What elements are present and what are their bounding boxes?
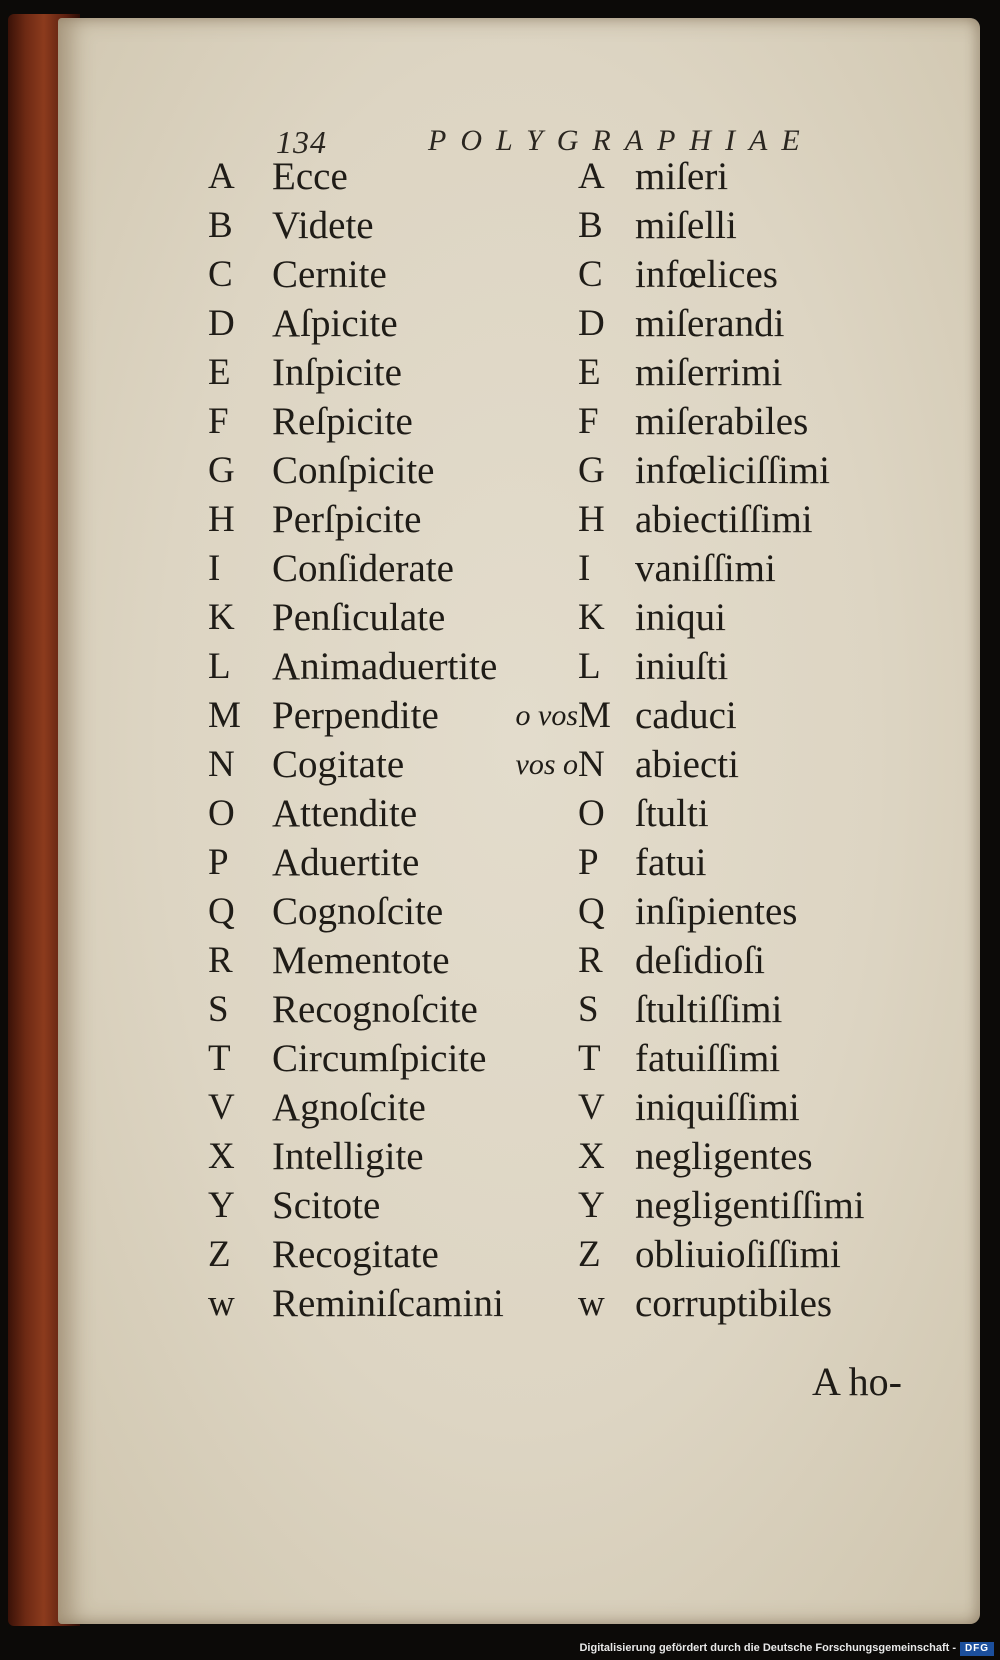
left-row [208, 250, 588, 299]
left-word: Inſpicite [272, 351, 402, 394]
left-row [208, 642, 588, 691]
left-letter: A [208, 156, 235, 197]
right-row [578, 691, 938, 740]
right-row [578, 1132, 938, 1181]
left-letter: S [208, 989, 229, 1030]
left-word: Cognoſcite [272, 890, 444, 933]
right-letter: N [578, 744, 605, 785]
left-row [208, 1034, 588, 1083]
left-row [208, 691, 588, 740]
right-letter: K [578, 597, 605, 638]
left-row [208, 446, 588, 495]
left-letter: K [208, 597, 235, 638]
right-word: infœliciſſimi [635, 449, 830, 492]
left-word: Animaduertite [272, 645, 498, 688]
right-letter: A [578, 156, 605, 197]
left-row [208, 544, 588, 593]
right-letter: B [578, 205, 603, 246]
left-letter: C [208, 254, 233, 295]
left-letter: M [208, 695, 241, 736]
right-column [578, 152, 938, 1328]
right-word: deſidioſi [635, 939, 765, 982]
left-row [208, 1083, 588, 1132]
page-number: 134 [276, 124, 327, 160]
left-word: Perpendite [272, 694, 439, 737]
left-row [208, 789, 588, 838]
left-annotation: o vos [515, 699, 578, 732]
right-row [578, 985, 938, 1034]
left-row [208, 838, 588, 887]
right-word: iniuſti [635, 645, 729, 688]
right-row [578, 838, 938, 887]
right-row [578, 740, 938, 789]
right-letter: F [578, 401, 599, 442]
footer-credit: Digitalisierung gefördert durch die Deutsche Forschungsgemeinschaft - [579, 1642, 956, 1654]
left-word: Cernite [272, 253, 387, 296]
left-letter: I [208, 548, 221, 589]
left-word: Ecce [272, 155, 348, 198]
left-word: Reminiſcamini [272, 1282, 504, 1325]
left-letter: V [208, 1087, 235, 1128]
right-word: miſerrimi [635, 351, 783, 394]
right-letter: E [578, 352, 601, 393]
right-word: vaniſſimi [635, 547, 776, 590]
footer-bar [0, 1640, 1000, 1660]
left-word: Reſpicite [272, 400, 413, 443]
left-row [208, 936, 588, 985]
left-letter: L [208, 646, 231, 687]
left-row [208, 1132, 588, 1181]
right-word: obliuioſiſſimi [635, 1233, 841, 1276]
left-row [208, 1279, 588, 1328]
left-letter: E [208, 352, 231, 393]
left-word: Penſiculate [272, 596, 446, 639]
right-row [578, 397, 938, 446]
right-word: corruptibiles [635, 1282, 833, 1325]
left-row [208, 397, 588, 446]
right-word: negligentiſſimi [635, 1184, 865, 1227]
right-row [578, 1279, 938, 1328]
left-letter: F [208, 401, 229, 442]
left-letter: R [208, 940, 233, 981]
left-word: Agnoſcite [272, 1086, 426, 1129]
left-letter: w [208, 1283, 235, 1324]
left-letter: G [208, 450, 235, 491]
right-word: fatuiſſimi [635, 1037, 781, 1080]
right-letter: M [578, 695, 611, 736]
right-word: inſipientes [635, 890, 798, 933]
right-word: negligentes [635, 1135, 813, 1178]
right-letter: Y [578, 1185, 605, 1226]
right-row [578, 642, 938, 691]
left-letter: O [208, 793, 235, 834]
left-word: Scitote [272, 1184, 381, 1227]
left-row [208, 299, 588, 348]
left-row [208, 152, 588, 201]
left-letter: T [208, 1038, 231, 1079]
left-row [208, 985, 588, 1034]
left-letter: D [208, 303, 235, 344]
left-word: Aſpicite [272, 302, 398, 345]
left-row [208, 495, 588, 544]
left-word: Conſpicite [272, 449, 435, 492]
right-letter: Q [578, 891, 605, 932]
right-row [578, 1181, 938, 1230]
right-letter: w [578, 1283, 605, 1324]
left-row [208, 1230, 588, 1279]
right-word: ſtultiſſimi [635, 988, 783, 1031]
left-word: Aduertite [272, 841, 420, 884]
right-letter: G [578, 450, 605, 491]
right-letter: O [578, 793, 605, 834]
right-row [578, 250, 938, 299]
right-letter: P [578, 842, 599, 883]
left-word: Mementote [272, 939, 450, 982]
right-letter: S [578, 989, 599, 1030]
left-letter: X [208, 1136, 235, 1177]
right-word: ſtulti [635, 792, 709, 835]
right-row [578, 201, 938, 250]
right-word: miſeri [635, 155, 729, 198]
left-word: Recognoſcite [272, 988, 478, 1031]
right-row [578, 544, 938, 593]
left-letter: H [208, 499, 235, 540]
left-annotation: vos o [515, 748, 578, 781]
left-letter: Y [208, 1185, 235, 1226]
left-word: Intelligite [272, 1135, 424, 1178]
left-column [208, 152, 588, 1328]
left-word: Circumſpicite [272, 1037, 487, 1080]
right-word: miſerabiles [635, 400, 809, 443]
left-letter: B [208, 205, 233, 246]
right-word: abiectiſſimi [635, 498, 813, 541]
catchword: A ho- [812, 1359, 902, 1404]
right-letter: Z [578, 1234, 601, 1275]
right-word: abiecti [635, 743, 739, 786]
left-word: Perſpicite [272, 498, 422, 541]
left-row [208, 1181, 588, 1230]
left-letter: Z [208, 1234, 231, 1275]
right-letter: I [578, 548, 591, 589]
right-row [578, 593, 938, 642]
right-word: infœlices [635, 253, 778, 296]
left-row [208, 348, 588, 397]
right-row [578, 495, 938, 544]
right-letter: L [578, 646, 601, 687]
left-letter: Q [208, 891, 235, 932]
right-letter: T [578, 1038, 601, 1079]
left-word: Attendite [272, 792, 418, 835]
right-row [578, 936, 938, 985]
right-letter: D [578, 303, 605, 344]
left-word: Conſiderate [272, 547, 454, 590]
right-word: iniqui [635, 596, 727, 639]
right-row [578, 789, 938, 838]
left-word: Cogitate [272, 743, 405, 786]
left-word: Videte [272, 204, 374, 247]
dfg-logo-icon: DFG [960, 1642, 994, 1656]
right-letter: C [578, 254, 603, 295]
right-row [578, 152, 938, 201]
left-letter: N [208, 744, 235, 785]
right-row [578, 1230, 938, 1279]
running-head: POLYGRAPHIAE [428, 124, 814, 157]
left-word: Recogitate [272, 1233, 439, 1276]
right-row [578, 299, 938, 348]
right-letter: R [578, 940, 603, 981]
left-row [208, 201, 588, 250]
right-row [578, 1034, 938, 1083]
left-row [208, 593, 588, 642]
right-word: iniquiſſimi [635, 1086, 800, 1129]
right-row [578, 348, 938, 397]
left-letter: P [208, 842, 229, 883]
left-row [208, 887, 588, 936]
right-row [578, 446, 938, 495]
right-row [578, 1083, 938, 1132]
right-word: miſelli [635, 204, 737, 247]
right-letter: H [578, 499, 605, 540]
right-word: fatui [635, 841, 707, 884]
right-letter: X [578, 1136, 605, 1177]
right-word: miſerandi [635, 302, 785, 345]
right-row [578, 887, 938, 936]
left-row [208, 740, 588, 789]
right-letter: V [578, 1087, 605, 1128]
right-word: caduci [635, 694, 737, 737]
